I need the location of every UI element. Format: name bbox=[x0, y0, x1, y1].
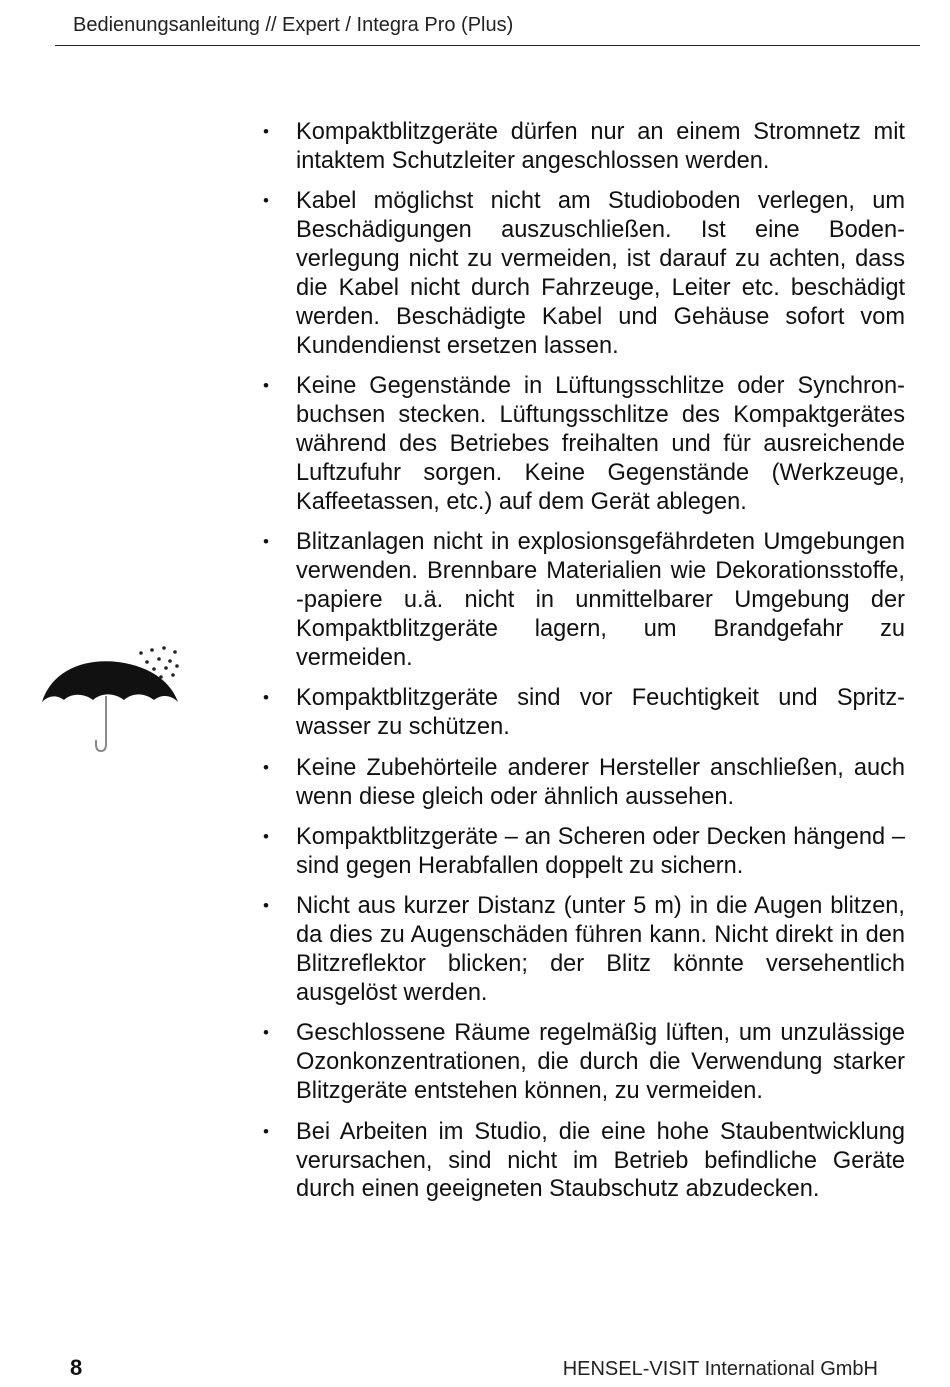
list-item-text: Keine Zubehörteile anderer Hersteller anschließen, auch wenn diese gleich oder ähnlich aussehen. bbox=[296, 754, 905, 810]
header-divider bbox=[55, 45, 920, 46]
bullet-point: • bbox=[263, 376, 269, 396]
footer-company: HENSEL-VISIT International GmbH bbox=[562, 1358, 878, 1380]
running-header: Bedienungsanleitung // Expert / Integra Pro (Plus) bbox=[73, 14, 514, 36]
list-item bbox=[262, 892, 905, 1008]
umbrella-canopy bbox=[42, 661, 178, 702]
list-item bbox=[262, 684, 905, 742]
list-item bbox=[262, 118, 905, 176]
page-number: 8 bbox=[70, 1355, 83, 1380]
list-item-text: Bei Arbeiten im Studio, die eine hohe Staubentwicklung verursachen, sind nicht im Betrieb befindliche Geräte durch einen geeigneten Staubschutz abzudecken. bbox=[296, 1118, 905, 1203]
list-item bbox=[262, 823, 905, 881]
umbrella-handle bbox=[96, 696, 106, 751]
list-item bbox=[262, 1019, 905, 1106]
list-item-text: Kompaktblitzgeräte sind vor Feuchtigkeit und Spritzwasser zu schützen. bbox=[296, 685, 905, 741]
bullet-point: • bbox=[263, 896, 269, 916]
list-item bbox=[262, 187, 905, 360]
bullet-point: • bbox=[263, 826, 269, 846]
list-item bbox=[262, 372, 905, 517]
list-item-text: Kompaktblitzgeräte dürfen nur an einem Stromnetz mit intaktem Schutzleiter angeschlossen werden. bbox=[296, 119, 905, 174]
bullet-point: • bbox=[263, 122, 269, 141]
bullet-point: • bbox=[263, 688, 269, 708]
list-item-text: Kabel möglichst nicht am Studioboden verlegen, um Beschädigungen auszuschließen. Ist eine Bodenverlegung nicht zu vermeiden, ist darauf zu achten, dass die Kabel nicht durch Fahrzeuge, Leiter etc. beschädigt werden. Beschädigte Kabel und Gehäuse sofort vom Kundendienst ersetzen lassen. bbox=[296, 188, 905, 359]
list-item bbox=[262, 1118, 905, 1205]
safety-instructions-list bbox=[262, 118, 905, 1216]
bullet-point: • bbox=[263, 532, 269, 552]
umbrella-rain-icon bbox=[40, 640, 188, 768]
list-item bbox=[262, 754, 905, 812]
list-item-text: Kompaktblitzgeräte – an Scheren oder Decken hängend – sind gegen Herabfallen doppelt zu sichern. bbox=[296, 823, 905, 879]
bullet-point: • bbox=[263, 757, 269, 777]
list-item-text: Nicht aus kurzer Distanz (unter 5 m) in die Augen blitzen, da dies zu Augenschäden führen kann. Nicht direkt in den Blitzreflektor blicken; der Blitz könnte versehentlich ausgelöst werden. bbox=[296, 893, 905, 1006]
list-item-text: Geschlossene Räume regelmäßig lüften, um unzulässige Ozonkonzentrationen, die durch die Verwendung starker Blitzgeräte entstehen können, zu vermeiden. bbox=[296, 1020, 905, 1105]
bullet-point: • bbox=[263, 191, 269, 211]
list-item bbox=[262, 528, 905, 673]
list-item-text: Keine Gegenstände in Lüftungsschlitze oder Synchronbuchsen stecken. Lüftungsschlitze des Kompaktgerätes während des Betriebes freihalten und für ausreichende Luftzufuhr sorgen. Keine Gegenstände (Werkzeuge, Kaffeetassen, etc.) auf dem Gerät ablegen. bbox=[296, 373, 905, 515]
bullet-point: • bbox=[263, 1023, 269, 1043]
list-item-text: Blitzanlagen nicht in explosionsgefährdeten Umgebungen verwenden. Brennbare Materialien wie Dekorationsstoffe, -papiere u.ä. nicht in unmittelbarer Umgebung der Kompaktblitzgeräte lagern, um Brandgefahr zu vermeiden. bbox=[296, 529, 905, 671]
bullet-point: • bbox=[263, 1121, 269, 1141]
